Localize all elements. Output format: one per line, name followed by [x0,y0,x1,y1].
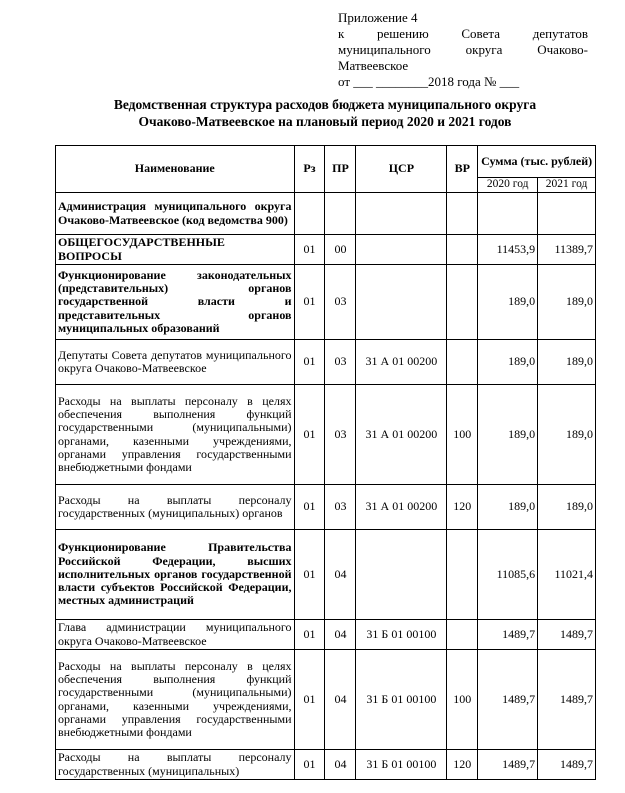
row-csr: 31 Б 01 00100 [356,650,447,750]
header-year-2021: 2021 год [538,178,596,193]
row-rz: 01 [294,340,325,385]
row-csr: 31 Б 01 00100 [356,750,447,780]
table-row [56,235,596,265]
appendix-word: округа [465,42,503,57]
row-pr: 03 [325,485,356,530]
row-value-2021: 189,0 [538,265,596,340]
row-vr [447,193,478,235]
row-pr: 04 [325,530,356,620]
row-name: ОБЩЕГОСУДАРСТВЕННЫЕ ВОПРОСЫ [56,235,295,265]
row-name: Функционирование Правительства Российской Федерации, высших исполнительных органов государственной власти субъектов Российской Федерации, местных администраций [56,530,295,620]
row-vr: 120 [447,485,478,530]
row-rz: 01 [294,750,325,780]
row-rz: 01 [294,385,325,485]
appendix-word: решению [377,26,429,41]
header-name: Наименование [56,146,295,193]
row-rz: 01 [294,265,325,340]
appendix-date-line: от ___ ________2018 года № ___ [338,74,520,89]
row-pr: 03 [325,340,356,385]
header-vr: ВР [447,146,478,193]
row-name: Расходы на выплаты персоналу государственных (муниципальных) [56,750,295,780]
row-pr: 04 [325,750,356,780]
row-csr [356,265,447,340]
row-vr [447,530,478,620]
header-rz: Рз [294,146,325,193]
budget-table [55,145,596,780]
row-value-2021: 1489,7 [538,750,596,780]
row-vr: 100 [447,650,478,750]
row-value-2020: 1489,7 [478,750,538,780]
header-csr: ЦСР [356,146,447,193]
row-pr [325,193,356,235]
row-value-2021 [538,193,596,235]
row-value-2020: 1489,7 [478,620,538,650]
row-value-2021: 1489,7 [538,650,596,750]
row-pr: 00 [325,235,356,265]
appendix-number: Приложение 4 [338,10,418,25]
row-rz: 01 [294,530,325,620]
row-pr: 04 [325,650,356,750]
table-row [56,385,596,485]
appendix-word: Совета [461,26,501,41]
document-title [30,96,620,130]
table-row [56,530,596,620]
row-csr: 31 А 01 00200 [356,385,447,485]
row-value-2020: 189,0 [478,485,538,530]
title-line-1: Ведомственная структура расходов бюджета муниципального округа [113,97,537,112]
row-pr: 03 [325,265,356,340]
header-sum: Сумма (тыс. рублей) [478,146,596,178]
row-vr [447,265,478,340]
row-csr: 31 Б 01 00100 [356,620,447,650]
row-name: Расходы на выплаты персоналу в целях обеспечения выполнения функций государственными (муниципальными) органами, казенными учреждениями, органами управления государственными внебюджетными фондами [56,385,295,485]
row-pr: 03 [325,385,356,485]
row-csr [356,530,447,620]
table-row [56,485,596,530]
row-value-2020: 11453,9 [478,235,538,265]
row-csr [356,193,447,235]
row-name: Администрация муниципального округа Очаково-Матвеевское (код ведомства 900) [56,193,295,235]
row-value-2021: 11021,4 [538,530,596,620]
row-value-2020 [478,193,538,235]
row-pr: 04 [325,620,356,650]
row-value-2020: 189,0 [478,385,538,485]
row-value-2021: 1489,7 [538,620,596,650]
row-value-2020: 189,0 [478,265,538,340]
appendix-decision-line [338,26,588,42]
row-name: Глава администрации муниципального округа Очаково-Матвеевское [56,620,295,650]
row-rz: 01 [294,650,325,750]
row-csr: 31 А 01 00200 [356,485,447,530]
row-value-2020: 189,0 [478,340,538,385]
appendix-word: Очаково- [537,42,588,57]
row-vr: 120 [447,750,478,780]
row-rz: 01 [294,485,325,530]
row-name: Функционирование законодательных (представительных) органов государственной власти и представительных органов муниципальных образований [56,265,295,340]
row-vr [447,235,478,265]
table-row [56,193,596,235]
appendix-word: к [338,26,345,41]
row-name: Расходы на выплаты персоналу в целях обеспечения выполнения функций государственными (муниципальными) органами, казенными учреждениями, органами управления государственными внебюджетными фондами [56,650,295,750]
appendix-word: депутатов [532,26,588,41]
table-row [56,650,596,750]
header-year-2020: 2020 год [478,178,538,193]
row-vr [447,340,478,385]
table-row [56,265,596,340]
header-pr: ПР [325,146,356,193]
row-value-2021: 189,0 [538,340,596,385]
row-value-2020: 11085,6 [478,530,538,620]
row-rz [294,193,325,235]
table-row [56,340,596,385]
row-value-2021: 189,0 [538,385,596,485]
table-row [56,750,596,780]
appendix-word: муниципального [338,42,431,57]
row-csr: 31 А 01 00200 [356,340,447,385]
row-vr [447,620,478,650]
row-name: Расходы на выплаты персоналу государственных (муниципальных) органов [56,485,295,530]
row-value-2021: 189,0 [538,485,596,530]
row-rz: 01 [294,235,325,265]
row-csr [356,235,447,265]
row-name: Депутаты Совета депутатов муниципального округа Очаково-Матвеевское [56,340,295,385]
row-value-2020: 1489,7 [478,650,538,750]
row-rz: 01 [294,620,325,650]
appendix-district-line [338,42,588,58]
appendix-district-name: Матвеевское [338,58,409,73]
row-vr: 100 [447,385,478,485]
table-row [56,620,596,650]
appendix-block [338,10,588,90]
row-value-2021: 11389,7 [538,235,596,265]
title-line-2: Очаково-Матвеевское на плановый период 2020 и 2021 годов [138,114,512,129]
